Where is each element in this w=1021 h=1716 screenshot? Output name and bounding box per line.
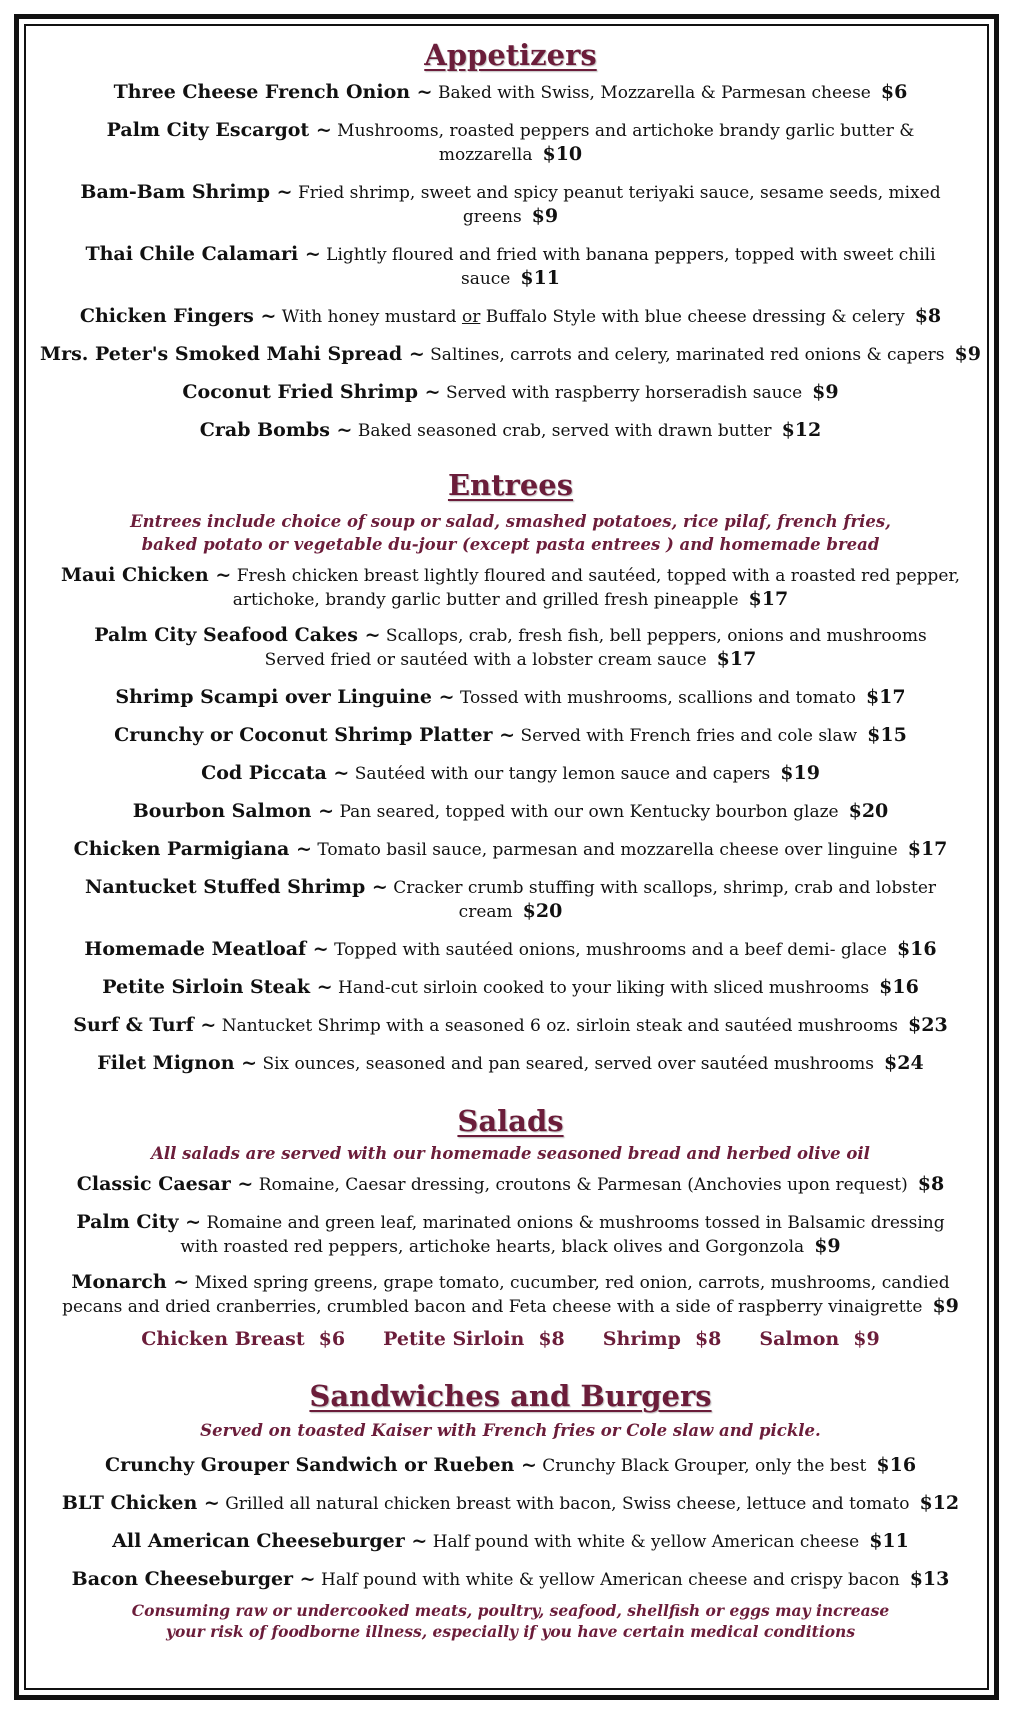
menu-item: Petite Sirloin Steak ~ Hand-cut sirloin cooked to your liking with sliced mushrooms $16 bbox=[102, 976, 919, 998]
menu-item: Maui Chicken ~ Fresh chicken breast lightly floured and sautéed, topped with a roasted red pepper, artichoke, brandy garlic butter and grilled fresh pineapple $17 bbox=[60, 564, 961, 610]
menu-item: Mrs. Peter's Smoked Mahi Spread ~ Saltines, carrots and celery, marinated red onions & capers $9 bbox=[40, 343, 981, 365]
menu-item: Filet Mignon ~ Six ounces, seasoned and pan seared, served over sautéed mushrooms $24 bbox=[97, 1052, 924, 1074]
menu-item: Thai Chile Calamari ~ Lightly floured and fried with banana peppers, topped with sweet chili sauce $11 bbox=[85, 243, 936, 289]
menu-item: BLT Chicken ~ Grilled all natural chicken breast with bacon, Swiss cheese, lettuce and tomato $12 bbox=[61, 1492, 960, 1514]
menu-item: Shrimp Scampi over Linguine ~ Tossed with mushrooms, scallions and tomato $17 bbox=[115, 686, 906, 708]
sandwiches-note: Served on toasted Kaiser with French fries or Cole slaw and pickle. bbox=[200, 1421, 821, 1440]
entrees-title: Entrees bbox=[447, 468, 574, 502]
menu-item: Crab Bombs ~ Baked seasoned crab, served with drawn butter $12 bbox=[199, 419, 822, 441]
menu-item: Bacon Cheeseburger ~ Half pound with white & yellow American cheese and crispy bacon $13 bbox=[71, 1568, 950, 1590]
salads-title: Salads bbox=[457, 1104, 564, 1138]
menu-item: Monarch ~ Mixed spring greens, grape tomato, cucumber, red onion, carrots, mushrooms, candied pecans and dried cranberries, crumbled bacon and Feta cheese with a side of raspberry vinaigrette $9 bbox=[62, 1271, 959, 1317]
salads-note: All salads are served with our homemade seasoned bread and herbed olive oil bbox=[151, 1144, 870, 1163]
menu-item: Nantucket Stuffed Shrimp ~ Cracker crumb stuffing with scallops, shrimp, crab and lobster cream $20 bbox=[84, 876, 937, 922]
health-disclaimer: your risk of foodborne illness, especially if you have certain medical conditions bbox=[165, 1622, 856, 1641]
menu-item: Palm City Escargot ~ Mushrooms, roasted peppers and artichoke brandy garlic butter & mozzarella $10 bbox=[106, 119, 915, 165]
menu-item: Bourbon Salmon ~ Pan seared, topped with our own Kentucky bourbon glaze $20 bbox=[132, 800, 889, 822]
menu-item: Palm City Seafood Cakes ~ Scallops, crab, fresh fish, bell peppers, onions and mushrooms Served fried or sautéed with a lobster cream sauce $17 bbox=[94, 624, 927, 670]
menu-item: Palm City ~ Romaine and green leaf, marinated onions & mushrooms tossed in Balsamic dressing with roasted red peppers, artichoke hearts, black olives and Gorgonzola $9 bbox=[76, 1211, 945, 1257]
salad-addons bbox=[36, 1327, 985, 1351]
menu-item: Chicken Fingers ~ With honey mustard or Buffalo Style with blue cheese dressing & celery $8 bbox=[79, 305, 942, 327]
menu-item: Bam-Bam Shrimp ~ Fried shrimp, sweet and spicy peanut teriyaki sauce, sesame seeds, mixed greens $9 bbox=[80, 181, 941, 227]
sandwiches-title: Sandwiches and Burgers bbox=[309, 1379, 712, 1413]
entrees-note: Entrees include choice of soup or salad, smashed potatoes, rice pilaf, french fries, bbox=[130, 512, 891, 531]
menu-item: Crunchy Grouper Sandwich or Rueben ~ Crunchy Black Grouper, only the best $16 bbox=[104, 1454, 917, 1476]
addon-item: Salmon $9 bbox=[759, 1328, 880, 1350]
menu-item: Coconut Fried Shrimp ~ Served with raspberry horseradish sauce $9 bbox=[182, 381, 839, 403]
appetizers-title: Appetizers bbox=[424, 38, 597, 72]
menu-item: Chicken Parmigiana ~ Tomato basil sauce, parmesan and mozzarella cheese over linguine $17 bbox=[73, 838, 948, 860]
addon-item: Chicken Breast $6 bbox=[141, 1328, 346, 1350]
menu-content bbox=[36, 38, 985, 1642]
addon-item: Petite Sirloin $8 bbox=[383, 1328, 565, 1350]
health-disclaimer: Consuming raw or undercooked meats, poultry, seafood, shellfish or eggs may increase bbox=[131, 1601, 890, 1620]
menu-item: Classic Caesar ~ Romaine, Caesar dressing, croutons & Parmesan (Anchovies upon request) $8 bbox=[76, 1173, 945, 1195]
menu-item: Cod Piccata ~ Sautéed with our tangy lemon sauce and capers $19 bbox=[201, 762, 820, 784]
entrees-note: baked potato or vegetable du-jour (except pasta entrees ) and homemade bread bbox=[141, 535, 880, 554]
menu-item: Surf & Turf ~ Nantucket Shrimp with a seasoned 6 oz. sirloin steak and sautéed mushrooms $23 bbox=[73, 1014, 948, 1036]
addon-item: Shrimp $8 bbox=[602, 1328, 722, 1350]
menu-item: Homemade Meatloaf ~ Topped with sautéed onions, mushrooms and a beef demi- glace $16 bbox=[84, 938, 937, 960]
menu-item: Crunchy or Coconut Shrimp Platter ~ Served with French fries and cole slaw $15 bbox=[114, 724, 907, 746]
menu-item: Three Cheese French Onion ~ Baked with Swiss, Mozzarella & Parmesan cheese $6 bbox=[113, 81, 908, 103]
menu-item: All American Cheeseburger ~ Half pound with white & yellow American cheese $11 bbox=[112, 1530, 909, 1552]
